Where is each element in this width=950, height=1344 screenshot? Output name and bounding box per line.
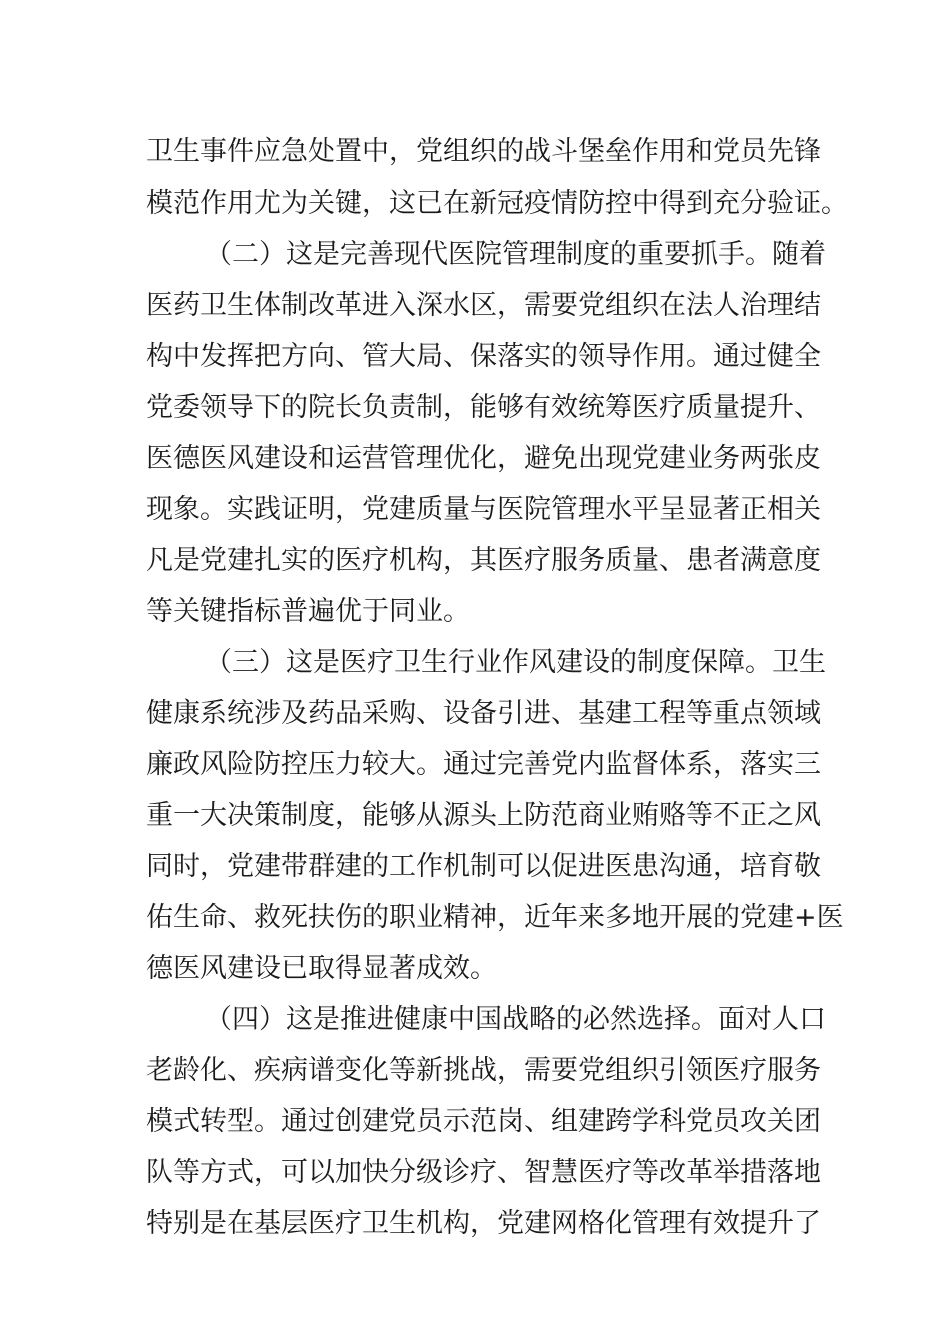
text-line: 队等方式，可以加快分级诊疗、智慧医疗等改革举措落地 bbox=[146, 1157, 821, 1188]
text-line: 健康系统涉及药品采购、设备引进、基建工程等重点领域 bbox=[146, 698, 821, 729]
text-line: 廉政风险防控压力较大。通过完善党内监督体系，落实三 bbox=[146, 749, 821, 780]
text-line: 构中发挥把方向、管大局、保落实的领导作用。通过健全 bbox=[146, 341, 821, 372]
paragraph-heading-3: （三）这是医疗卫生行业作风建设的制度保障。卫生 bbox=[205, 647, 826, 678]
text-line: 德医风建设已取得显著成效。 bbox=[146, 953, 497, 984]
paragraph-heading-4: （四）这是推进健康中国战略的必然选择。面对人口 bbox=[205, 1004, 826, 1035]
text-line: 党委领导下的院长负责制，能够有效统筹医疗质量提升、 bbox=[146, 392, 821, 423]
text-line: 特别是在基层医疗卫生机构，党建网格化管理有效提升了 bbox=[146, 1208, 821, 1239]
text-line: 模范作用尤为关键，这已在新冠疫情防控中得到充分验证。 bbox=[146, 188, 848, 219]
text-line: 重一大决策制度，能够从源头上防范商业贿赂等不正之风 bbox=[146, 800, 821, 831]
text-line: 凡是党建扎实的医疗机构，其医疗服务质量、患者满意度 bbox=[146, 545, 821, 576]
text-line: 同时，党建带群建的工作机制可以促进医患沟通，培育敬 bbox=[146, 851, 821, 882]
text-line: 模式转型。通过创建党员示范岗、组建跨学科党员攻关团 bbox=[146, 1106, 821, 1137]
text-line: 医药卫生体制改革进入深水区，需要党组织在法人治理结 bbox=[146, 290, 821, 321]
paragraph-heading-2: （二）这是完善现代医院管理制度的重要抓手。随着 bbox=[205, 239, 826, 270]
text-line: 老龄化、疾病谱变化等新挑战，需要党组织引领医疗服务 bbox=[146, 1055, 821, 1086]
text-line: 等关键指标普遍优于同业。 bbox=[146, 596, 470, 627]
text-line: 佑生命、救死扶伤的职业精神，近年来多地开展的党建+医 bbox=[146, 902, 844, 933]
text-line: 卫生事件应急处置中，党组织的战斗堡垒作用和党员先锋 bbox=[146, 136, 821, 167]
text-line: 医德医风建设和运营管理优化，避免出现党建业务两张皮 bbox=[146, 443, 821, 474]
text-line: 现象。实践证明，党建质量与医院管理水平呈显著正相关 bbox=[146, 494, 821, 525]
